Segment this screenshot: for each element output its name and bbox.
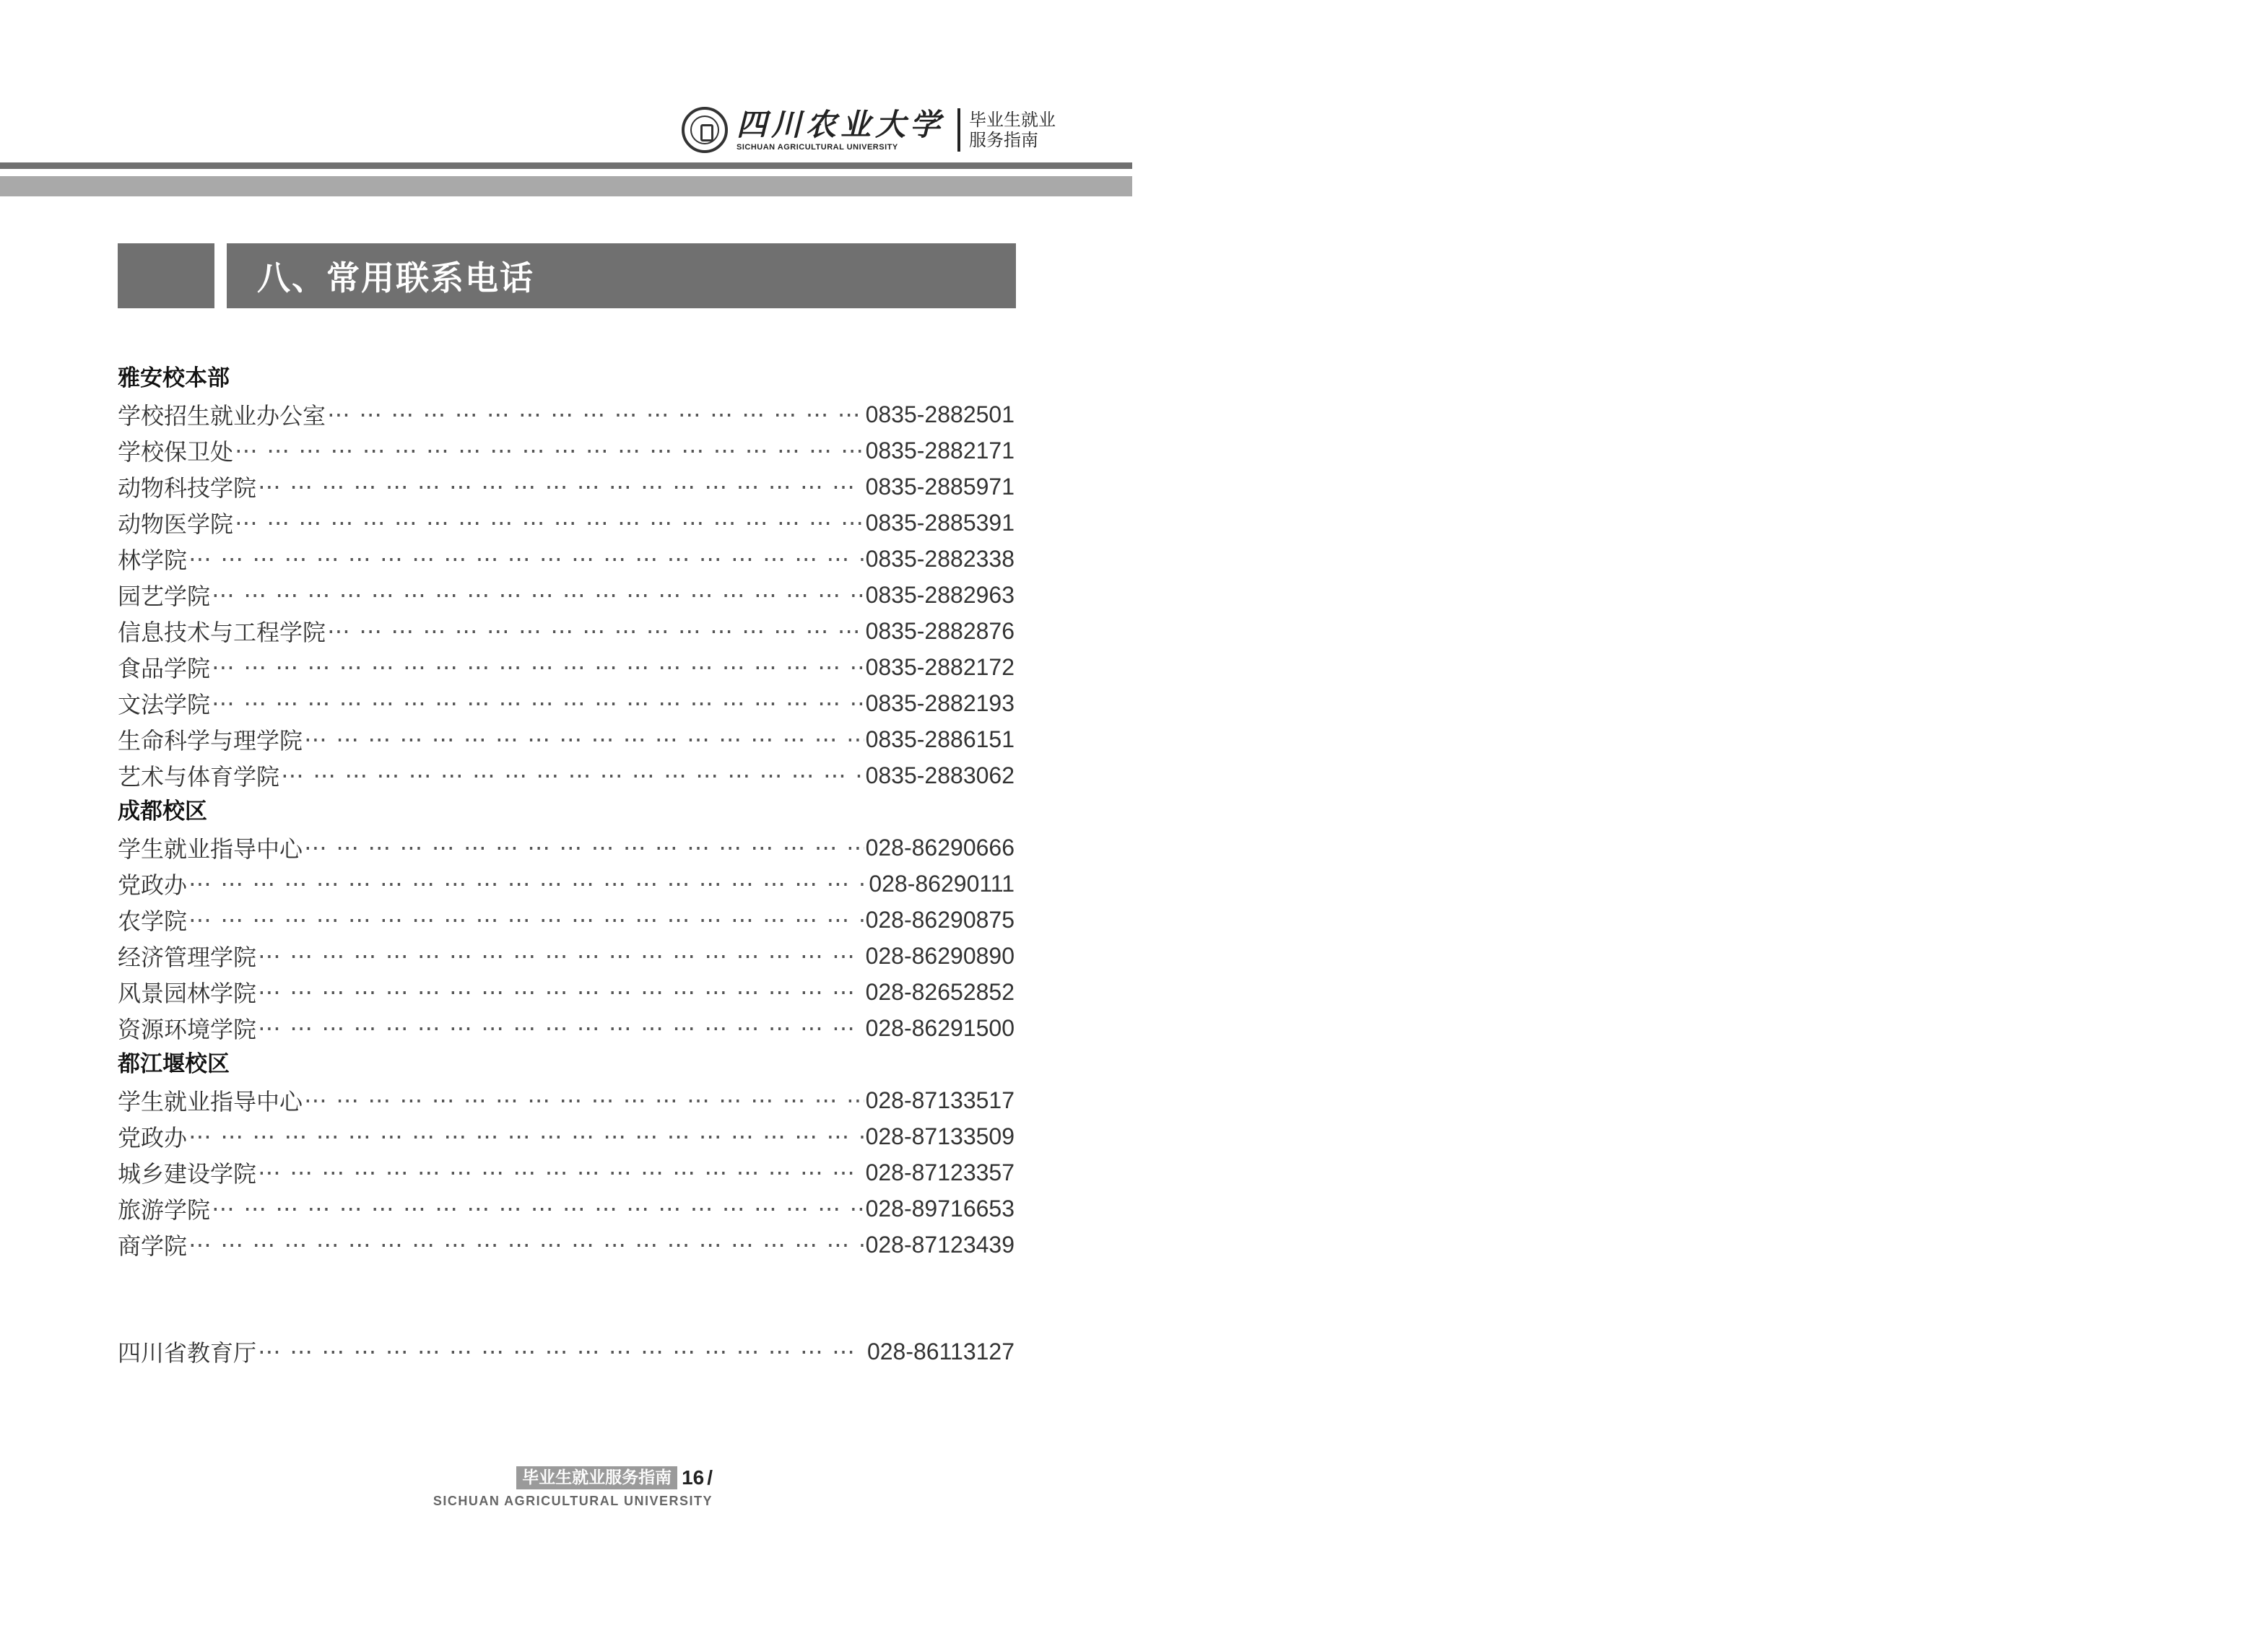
dot-leader xyxy=(258,1014,864,1042)
campus-group-chengdu xyxy=(118,793,1014,1046)
contact-row xyxy=(118,649,1014,685)
contact-phone: 0835-2886151 xyxy=(865,726,1014,752)
dot-leader xyxy=(327,401,864,428)
contact-phone: 0835-2882876 xyxy=(865,617,1014,644)
contact-phone: 0835-2882501 xyxy=(865,401,1014,427)
dot-leader xyxy=(258,473,864,500)
contact-phone: 028-87123357 xyxy=(865,1159,1014,1185)
dot-leader xyxy=(235,437,864,464)
contact-row xyxy=(118,974,1014,1010)
page-number-slash: / xyxy=(707,1466,713,1489)
guide-subtitle xyxy=(969,110,1056,150)
contact-phone: 028-89716653 xyxy=(865,1195,1014,1222)
contact-name: 旅游学院 xyxy=(118,1196,211,1224)
contact-row xyxy=(118,902,1014,938)
contact-row xyxy=(118,432,1014,469)
contact-name: 资源环境学院 xyxy=(118,1016,257,1043)
contact-row xyxy=(118,1227,1014,1263)
contact-name: 城乡建设学院 xyxy=(118,1160,257,1188)
contact-name: 学校保卫处 xyxy=(118,438,234,466)
campus-group-yaan xyxy=(118,360,1014,793)
contact-name: 食品学院 xyxy=(118,655,211,682)
dot-leader xyxy=(258,978,864,1006)
campus-heading: 成都校区 xyxy=(118,798,207,824)
logo-wordmark xyxy=(737,108,944,152)
contact-row xyxy=(118,1010,1014,1046)
contact-name: 生命科学与理学院 xyxy=(118,727,303,754)
logo-divider xyxy=(957,108,960,152)
contact-phone: 028-86290111 xyxy=(869,870,1014,897)
contact-row xyxy=(118,721,1014,757)
dot-leader xyxy=(188,1123,864,1150)
contact-name: 党政办 xyxy=(118,1124,188,1152)
contact-name: 园艺学院 xyxy=(118,583,211,610)
header-rule-thick xyxy=(0,176,1132,196)
dot-leader xyxy=(188,906,864,933)
dot-leader xyxy=(304,1087,864,1114)
university-seal-icon xyxy=(682,107,728,153)
section-title: 八、常用联系电话 xyxy=(257,258,534,297)
footer-guide-label: 毕业生就业服务指南 xyxy=(516,1466,677,1489)
footer-university-name: SICHUAN AGRICULTURAL UNIVERSITY xyxy=(433,1494,713,1508)
contact-phone: 028-86113127 xyxy=(866,1338,1014,1364)
contact-phone: 028-87123439 xyxy=(865,1231,1014,1258)
contact-phone: 028-86290890 xyxy=(865,942,1014,969)
guide-subtitle-line2: 服务指南 xyxy=(969,130,1039,150)
dot-leader xyxy=(281,762,864,789)
campus-heading: 都江堰校区 xyxy=(118,1051,230,1077)
contact-name: 商学院 xyxy=(118,1232,188,1260)
section-spacer xyxy=(118,1263,1014,1333)
contact-row xyxy=(118,685,1014,721)
logo-english-name: SICHUAN AGRICULTURAL UNIVERSITY xyxy=(737,143,898,152)
header-rule-thin xyxy=(0,162,1132,169)
dot-leader xyxy=(212,653,864,681)
dot-leader xyxy=(304,726,864,753)
contact-row xyxy=(118,938,1014,974)
contact-phone: 0835-2883062 xyxy=(865,762,1014,788)
dot-leader xyxy=(212,581,864,609)
contact-name: 党政办 xyxy=(118,871,188,899)
contact-phone: 0835-2882172 xyxy=(865,653,1014,680)
contact-phone: 028-82652852 xyxy=(865,978,1014,1005)
contact-row xyxy=(118,1190,1014,1227)
dot-leader xyxy=(188,545,864,573)
contact-name: 动物科技学院 xyxy=(118,474,257,502)
dot-leader xyxy=(188,1231,864,1258)
dot-leader xyxy=(304,834,864,861)
contact-name: 文法学院 xyxy=(118,691,211,718)
dot-leader xyxy=(327,617,864,645)
guide-subtitle-line1: 毕业生就业 xyxy=(969,110,1056,130)
dot-leader xyxy=(258,942,864,970)
contact-name: 信息技术与工程学院 xyxy=(118,619,326,646)
contact-phone: 0835-2885391 xyxy=(865,509,1014,536)
contact-row-education-department xyxy=(118,1333,1014,1370)
contact-phone: 028-86290875 xyxy=(865,906,1014,933)
campus-group-dujiangyan xyxy=(118,1046,1014,1263)
contact-phone: 0835-2882963 xyxy=(865,581,1014,608)
contact-row xyxy=(118,396,1014,432)
contact-phone: 028-87133517 xyxy=(865,1087,1014,1113)
contact-name: 四川省教育厅 xyxy=(118,1339,257,1367)
section-title-marker xyxy=(118,243,214,308)
logo-chinese-name: 四川农业大学 xyxy=(737,107,945,142)
contact-row xyxy=(118,1082,1014,1118)
contact-phone: 0835-2882171 xyxy=(865,437,1014,463)
contact-name: 学生就业指导中心 xyxy=(118,835,303,863)
contact-name: 风景园林学院 xyxy=(118,980,257,1007)
contact-name: 学生就业指导中心 xyxy=(118,1088,303,1115)
contact-row xyxy=(118,613,1014,649)
dot-leader xyxy=(258,1338,866,1365)
campus-heading: 雅安校本部 xyxy=(118,365,230,391)
page-footer xyxy=(424,1466,713,1509)
dot-leader xyxy=(235,509,864,536)
university-logo xyxy=(682,105,1056,154)
contact-row xyxy=(118,1154,1014,1190)
contact-phone: 028-87133509 xyxy=(865,1123,1014,1149)
contact-name: 艺术与体育学院 xyxy=(118,763,280,791)
contact-phone: 0835-2882338 xyxy=(865,545,1014,572)
contact-phone: 0835-2885971 xyxy=(865,473,1014,500)
dot-leader xyxy=(212,1195,864,1222)
page-number: 16 xyxy=(682,1466,705,1489)
contact-name: 林学院 xyxy=(118,547,188,574)
contact-row xyxy=(118,757,1014,793)
contact-phone: 028-86291500 xyxy=(865,1014,1014,1041)
dot-leader xyxy=(212,689,864,717)
contact-row xyxy=(118,469,1014,505)
contact-row xyxy=(118,830,1014,866)
contact-row xyxy=(118,1118,1014,1154)
contact-name: 动物医学院 xyxy=(118,510,234,538)
contact-name: 学校招生就业办公室 xyxy=(118,402,326,430)
dot-leader xyxy=(188,870,867,897)
contact-row xyxy=(118,866,1014,902)
section-title-bar xyxy=(227,243,1016,308)
contact-row xyxy=(118,505,1014,541)
contact-directory xyxy=(118,360,1014,1370)
contact-name: 经济管理学院 xyxy=(118,944,257,971)
dot-leader xyxy=(258,1159,864,1186)
contact-phone: 0835-2882193 xyxy=(865,689,1014,716)
contact-phone: 028-86290666 xyxy=(865,834,1014,861)
contact-name: 农学院 xyxy=(118,907,188,935)
contact-row xyxy=(118,577,1014,613)
contact-row xyxy=(118,541,1014,577)
